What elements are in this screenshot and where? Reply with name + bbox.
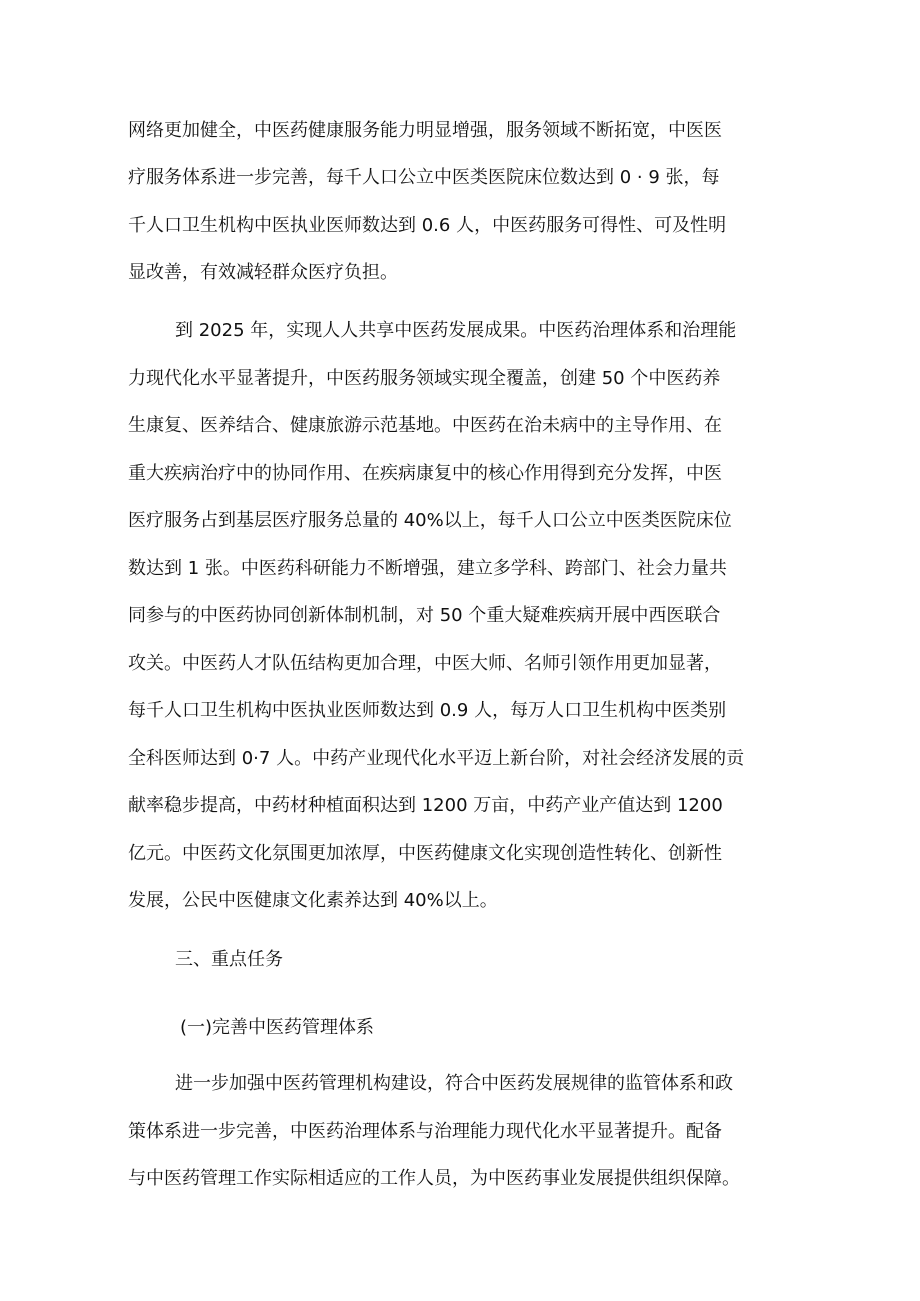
text-line: 每千人口卫生机构中医执业医师数达到 0.9 人，每万人口卫生机构中医类别 <box>128 700 727 721</box>
text-line: 重大疾病治疗中的协同作用、在疾病康复中的核心作用得到充分发挥，中医 <box>128 463 722 484</box>
paragraph-1-line-4 <box>0 258 920 288</box>
text-line: 与中医药管理工作实际相适应的工作人员，为中医药事业发展提供组织保障。 <box>128 1168 740 1189</box>
paragraph-2-line-6 <box>0 554 920 584</box>
paragraph-2-line-3 <box>0 411 920 441</box>
text-line: 同参与的中医药协同创新体制机制，对 50 个重大疑难疾病开展中西医联合 <box>128 605 721 626</box>
paragraph-3-line-1 <box>0 1069 920 1099</box>
paragraph-2-line-7 <box>0 601 920 631</box>
paragraph-2-line-1 <box>0 316 920 346</box>
text-line: 千人口卫生机构中医执业医师数达到 0.6 人，中医药服务可得性、可及性明 <box>128 215 727 236</box>
paragraph-2-line-5 <box>0 506 920 536</box>
text-line: 数达到 1 张。中医药科研能力不断增强，建立多学科、跨部门、社会力量共 <box>128 558 727 579</box>
paragraph-2-line-12 <box>0 839 920 869</box>
paragraph-2-line-11 <box>0 791 920 821</box>
paragraph-1-line-3 <box>0 211 920 241</box>
paragraph-2-line-9 <box>0 696 920 726</box>
paragraph-1-line-2 <box>0 163 920 193</box>
text-line: 全科医师达到 0·7 人。中药产业现代化水平迈上新台阶，对社会经济发展的贡 <box>128 748 745 769</box>
text-line: 亿元。中医药文化氛围更加浓厚，中医药健康文化实现创造性转化、创新性 <box>128 843 722 864</box>
section-heading <box>0 945 920 975</box>
text-line: 疗服务体系进一步完善，每千人口公立中医类医院床位数达到 0 · 9 张，每 <box>128 167 720 188</box>
text-line: 到 2025 年，实现人人共享中医药发展成果。中医药治理体系和治理能 <box>175 320 737 341</box>
text-line: 发展，公民中医健康文化素养达到 40%以上。 <box>128 890 498 911</box>
text-line: 医疗服务占到基层医疗服务总量的 40%以上，每千人口公立中医类医院床位 <box>128 510 732 531</box>
paragraph-2-line-13 <box>0 886 920 916</box>
paragraph-2-line-8 <box>0 649 920 679</box>
text-line: 生康复、医养结合、健康旅游示范基地。中医药在治未病中的主导作用、在 <box>128 415 722 436</box>
paragraph-2-line-10 <box>0 744 920 774</box>
subsection-heading-text: (一)完善中医药管理体系 <box>180 1017 375 1038</box>
paragraph-3-line-3 <box>0 1164 920 1194</box>
text-line: 力现代化水平显著提升，中医药服务领域实现全覆盖，创建 50 个中医药养 <box>128 368 721 389</box>
text-line: 策体系进一步完善，中医药治理体系与治理能力现代化水平显著提升。配备 <box>128 1121 722 1142</box>
paragraph-2-line-2 <box>0 364 920 394</box>
text-line: 献率稳步提高，中药材种植面积达到 1200 万亩，中药产业产值达到 1200 <box>128 795 723 816</box>
paragraph-1-line-1 <box>0 116 920 146</box>
text-line: 进一步加强中医药管理机构建设，符合中医药发展规律的监管体系和政 <box>175 1073 733 1094</box>
subsection-heading <box>0 1013 920 1043</box>
section-heading-text: 三、重点任务 <box>175 949 283 970</box>
text-line: 攻关。中医药人才队伍结构更加合理，中医大师、名师引领作用更加显著， <box>128 653 722 674</box>
paragraph-3-line-2 <box>0 1117 920 1147</box>
paragraph-2-line-4 <box>0 459 920 489</box>
text-line: 网络更加健全，中医药健康服务能力明显增强，服务领域不断拓宽，中医医 <box>128 120 722 141</box>
text-line: 显改善，有效减轻群众医疗负担。 <box>128 262 398 283</box>
